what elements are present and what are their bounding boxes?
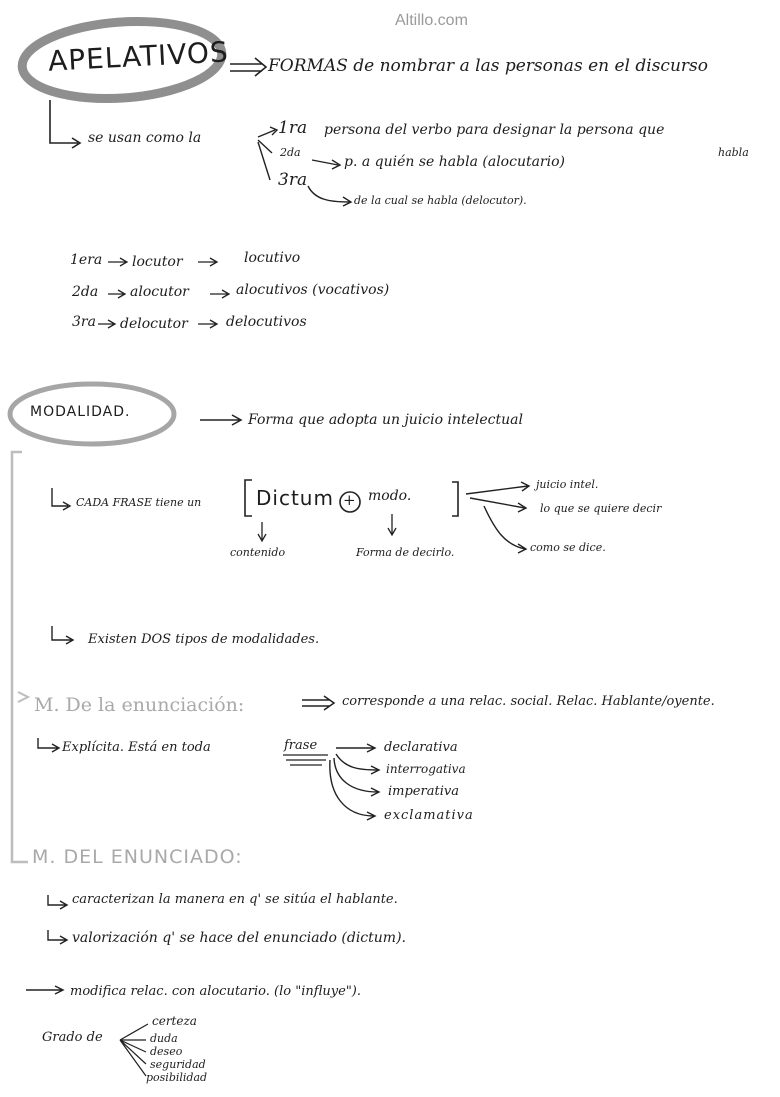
grado-seguridad: seguridad: [150, 1058, 206, 1071]
person-2: 2da: [280, 146, 301, 159]
explicita-text: Explícita. Está en toda: [62, 740, 211, 755]
apelativos-definition: FORMAS de nombrar a las personas en el discurso: [268, 56, 708, 76]
grado-certeza: certeza: [152, 1014, 197, 1028]
person-3: 3ra: [278, 170, 308, 190]
enunciacion-title: M. De la enunciación:: [34, 694, 245, 716]
row-3-type: delocutivos: [226, 314, 307, 330]
row-2-num: 2da: [72, 284, 99, 300]
person-1-desc: persona del verbo para designar la persona que: [324, 122, 665, 138]
enunciado-line-2: valorización q' se hace del enunciado (dictum).: [72, 930, 406, 946]
forma-decirlo: Forma de decirlo.: [356, 546, 455, 559]
person-2-desc: p. a quién se habla (alocutario): [344, 154, 565, 170]
row-1-type: locutivo: [244, 250, 301, 266]
frase-intro: CADA FRASE tiene un: [76, 496, 202, 509]
enunciacion-definition: corresponde a una relac. social. Relac. Hablante/oyente.: [342, 694, 715, 709]
como-se-dice: como se dice.: [530, 541, 606, 554]
lo-que-se-quiere-decir: lo que se quiere decir: [540, 502, 662, 515]
plus-sign: +: [343, 491, 356, 509]
watermark: Altillo.com: [395, 12, 468, 29]
type-imperativa: imperativa: [388, 784, 459, 799]
usage-text: se usan como la: [88, 130, 202, 146]
grado-duda: duda: [150, 1032, 178, 1045]
row-1-num: 1era: [70, 252, 103, 268]
row-3-num: 3ra: [72, 314, 96, 330]
juicio-intel: juicio intel.: [536, 478, 599, 491]
person-3-desc: de la cual se habla (delocutor).: [354, 194, 527, 207]
enunciado-line-1: caracterizan la manera en q' se sitúa el hablante.: [72, 892, 398, 907]
type-exclamativa: exclamativa: [384, 808, 474, 823]
frase-word: frase: [284, 738, 318, 753]
row-2-role: alocutor: [130, 284, 189, 300]
modo: modo.: [368, 488, 412, 504]
person-1-desc-end: habla: [718, 146, 749, 159]
modalidad-title: MODALIDAD.: [30, 404, 131, 420]
grado-deseo: deseo: [150, 1045, 183, 1058]
modalidad-definition: Forma que adopta un juicio intelectual: [248, 412, 523, 428]
row-2-type: alocutivos (vocativos): [236, 282, 390, 298]
contenido: contenido: [230, 546, 286, 559]
person-1: 1ra: [278, 118, 308, 138]
enunciado-line-3: modifica relac. con alocutario. (lo "influye").: [70, 984, 362, 999]
apelativos-title: APELATIVOS: [47, 35, 230, 78]
row-3-role: delocutor: [120, 316, 188, 332]
dictum: Dictum: [256, 486, 334, 510]
type-declarativa: declarativa: [384, 740, 458, 755]
enunciado-title: M. DEL ENUNCIADO:: [32, 846, 243, 868]
type-interrogativa: interrogativa: [386, 762, 466, 776]
existen-text: Existen DOS tipos de modalidades.: [88, 632, 320, 647]
grado-de: Grado de: [42, 1030, 103, 1045]
row-1-role: locutor: [132, 254, 183, 270]
grado-posibilidad: posibilidad: [146, 1071, 208, 1084]
